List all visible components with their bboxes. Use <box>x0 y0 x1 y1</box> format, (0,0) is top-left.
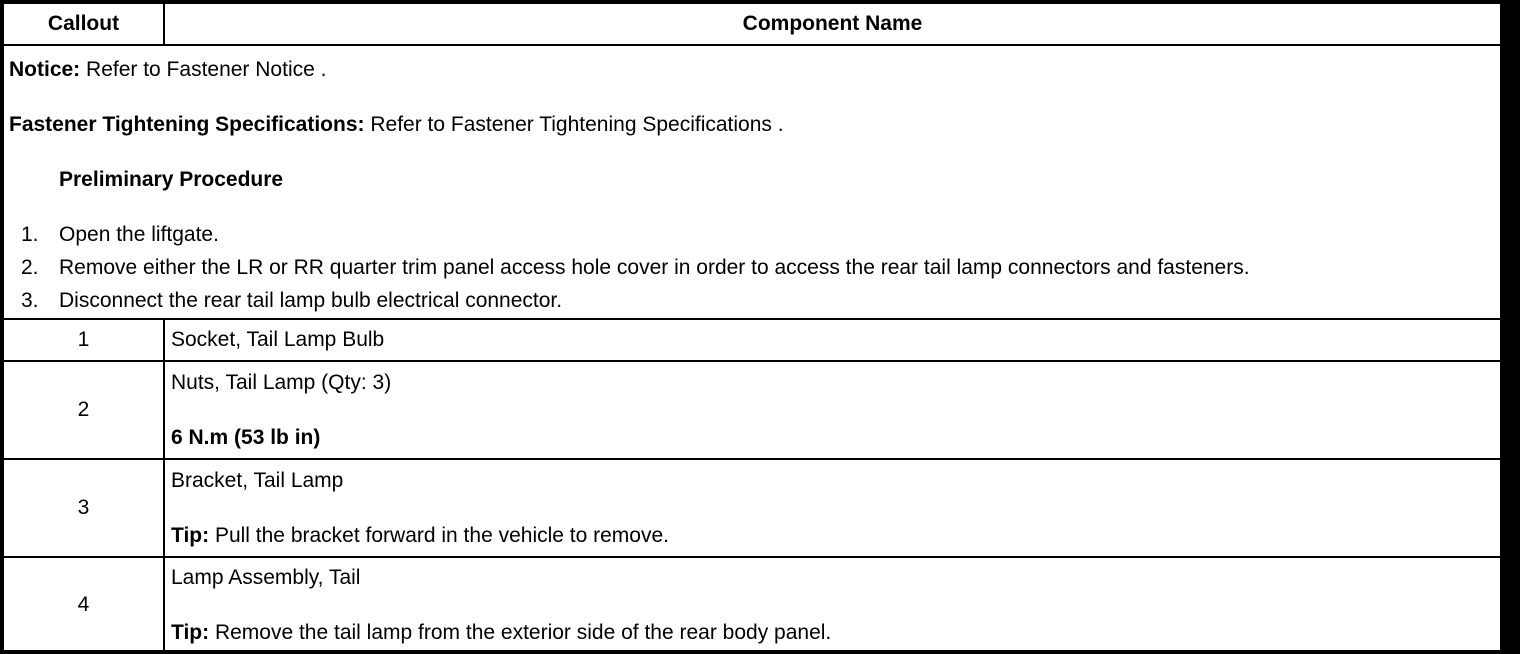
component-cell <box>164 361 1501 459</box>
step-number: 2. <box>21 256 39 279</box>
notice-row <box>3 45 1501 319</box>
component-cell <box>164 459 1501 557</box>
notice-cell <box>3 45 1501 319</box>
notice-text: Refer to Fastener Notice . <box>80 58 327 81</box>
callout-number: 1 <box>3 319 164 361</box>
tip-line <box>171 621 1494 645</box>
component-table <box>2 2 1502 654</box>
component-name: Lamp Assembly, Tail <box>171 565 361 589</box>
table-row <box>3 557 1501 653</box>
step-text: Remove either the LR or RR quarter trim panel access hole cover in order to access the rear tail lamp connectors and fasteners. <box>59 256 1250 279</box>
component-name: Socket, Tail Lamp Bulb <box>164 319 1501 361</box>
list-item <box>9 223 1494 247</box>
step-number: 3. <box>21 289 39 312</box>
callout-number: 2 <box>3 361 164 459</box>
preliminary-steps-list <box>9 223 1494 313</box>
callout-number: 4 <box>3 557 164 653</box>
tip-text: Remove the tail lamp from the exterior side of the rear body panel. <box>209 620 832 644</box>
table-row <box>3 459 1501 557</box>
preliminary-procedure-heading: Preliminary Procedure <box>59 168 284 191</box>
list-item <box>9 289 1494 313</box>
component-name-column-header: Component Name <box>164 3 1501 45</box>
table-row <box>3 319 1501 361</box>
tip-label: Tip: <box>171 620 210 644</box>
torque-spec-value: 6 N.m (53 lb in) <box>171 425 321 449</box>
step-text: Disconnect the rear tail lamp bulb electrical connector. <box>59 289 563 312</box>
document-page <box>2 2 1500 650</box>
tip-label: Tip: <box>171 523 210 547</box>
component-name: Bracket, Tail Lamp <box>171 468 344 492</box>
component-name: Nuts, Tail Lamp (Qty: 3) <box>171 370 392 394</box>
callout-column-header: Callout <box>3 3 164 45</box>
notice-label: Notice: <box>9 58 81 81</box>
component-cell <box>164 557 1501 653</box>
tip-text: Pull the bracket forward in the vehicle to remove. <box>209 523 669 547</box>
step-text: Open the liftgate. <box>59 223 219 246</box>
table-row <box>3 361 1501 459</box>
fastener-spec-label: Fastener Tightening Specifications: <box>9 113 365 136</box>
fastener-spec-line <box>9 113 1494 137</box>
fastener-spec-text: Refer to Fastener Tightening Specifications . <box>364 113 784 136</box>
list-item <box>9 256 1494 280</box>
tip-line <box>171 524 1494 548</box>
callout-number: 3 <box>3 459 164 557</box>
notice-line <box>9 58 1494 82</box>
step-number: 1. <box>21 223 39 246</box>
table-header-row <box>3 3 1501 45</box>
torque-spec <box>171 426 1494 450</box>
